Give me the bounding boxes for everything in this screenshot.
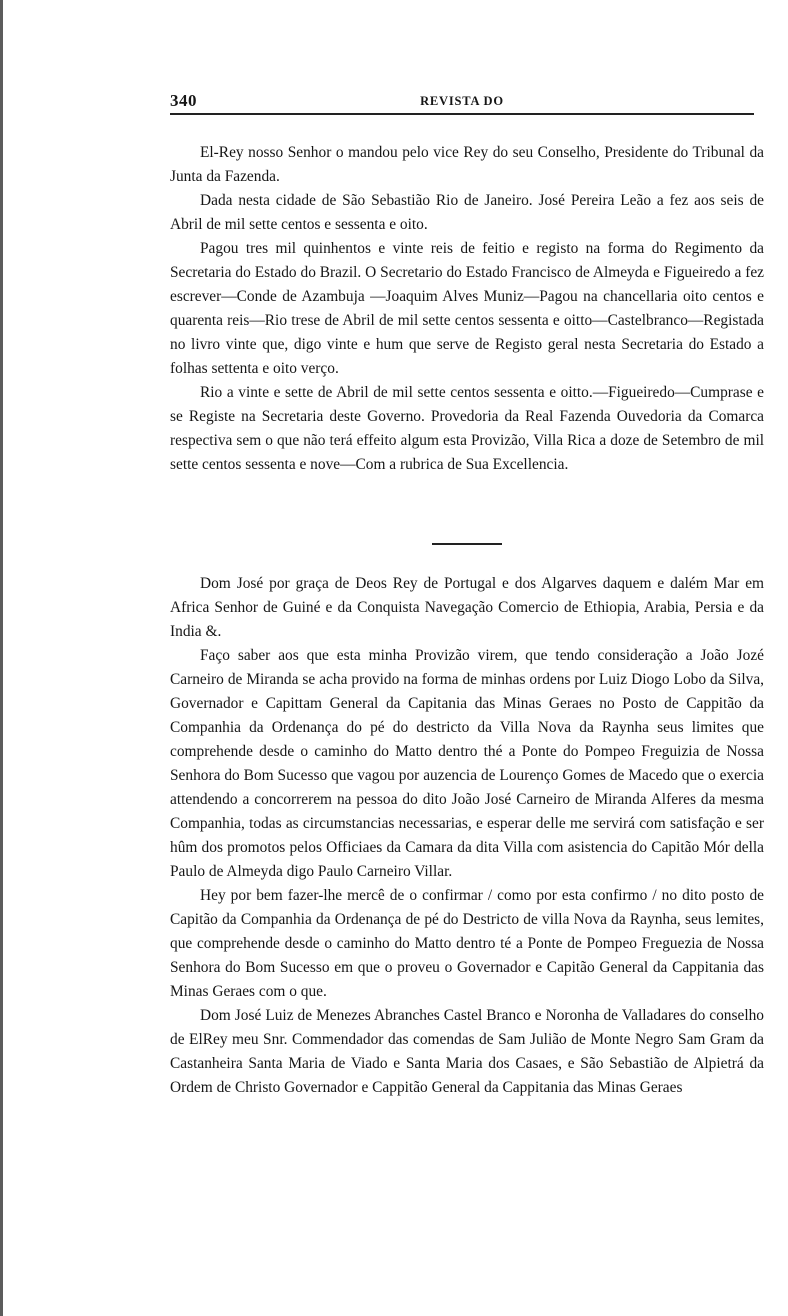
paragraph: Rio a vinte e sette de Abril de mil sette centos sessenta e oitto.—Figueiredo—Cumprase e se Registe na Secretaria deste Governo. Provedoria da Real Fazenda Ouvedoria da Comarca respectiva sem o que não terá effeito algum esta Provizão, Villa Rica a doze de Setembro de mil sette centos sessenta e nove—Com a rubrica de Sua Excellencia.: [170, 384, 764, 473]
paragraph: Pagou tres mil quinhentos e vinte reis de feitio e registo na forma do Regimento da Secretaria do Estado do Brazil. O Secretario do Estado Francisco de Almeyda e Figueiredo a fez escrever—Conde de Azambuja —Joaquim Alves Muniz—Pagou na chancellaria oito centos e quarenta reis—Rio trese de Abril de mil sette centos sessenta e oitto—Castelbranco—Registada no livro vinte que, digo vinte e hum que serve de Registo geral nesta Secretaria do Estado a folhas settenta e oito verço.: [170, 240, 764, 377]
paragraph: Dom José Luiz de Menezes Abranches Castel Branco e Noronha de Valladares do conselho de ElRey meu Snr. Commendador das comendas de Sam Julião de Monte Negro Sam Gram da Castanheira Santa Maria de Viado e Santa Maria dos Casaes, e São Sebastião de Alpietrá da Ordem de Christo Governador e Cappitão General da Cappitania das Minas Geraes: [170, 1007, 764, 1096]
paragraph: Dada nesta cidade de São Sebastião Rio de Janeiro. José Pereira Leão a fez aos seis de Abril de mil sette centos e sessenta e oito.: [170, 192, 764, 233]
paragraph: Hey por bem fazer-lhe mercê de o confirmar / como por esta confirmo / no dito posto de Capitão da Companhia da Ordenança de pé do Destricto de villa Nova da Raynha, seus lemites, que comprehende desde o caminho do Matto dentro té a Ponte de Pompeo Freguezia de Nossa Senhora do Bom Sucesso em que o proveu o Governador e Capitão General da Cappitania das Minas Geraes com o que.: [170, 887, 764, 1000]
paragraph: El-Rey nosso Senhor o mandou pelo vice Rey do seu Conselho, Presidente do Tribunal da Junta da Fazenda.: [170, 144, 764, 185]
paragraph: Dom José por graça de Deos Rey de Portugal e dos Algarves daquem e dalém Mar em Africa Senhor de Guiné e da Conquista Navegação Comercio de Ethiopia, Arabia, Persia e da India &.: [170, 575, 764, 640]
document-page: [170, 0, 770, 1316]
page-edge: [0, 0, 3, 1316]
running-head: REVISTA DO: [420, 94, 504, 108]
paragraph: Faço saber aos que esta minha Provizão virem, que tendo consideração a João Jozé Carneiro de Miranda se acha provido na forma de minhas ordens por Luiz Diogo Lobo da Silva, Governador e Capittam General da Capitania das Minas Geraes no Posto de Cappitão da Companhia da Ordenança do pé do destricto da Villa Nova da Raynha seus limites que comprehende desde o caminho do Matto dentro thé a Ponte do Pompeo Freguizia de Nossa Senhora do Bom Sucesso que vagou por auzencia de Lourenço Gomes de Macedo que o exercia attendendo a concorrerem na pessoa do dito João José Carneiro de Miranda Alferes da mesma Companhia, todas as circumstancias necessarias, e esperar delle me servirá com satisfação e ser hûm dos promotos pelos Officiaes da Camara da dita Villa com asistencia do Capitão Mór della Paulo de Almeyda digo Paulo Carneiro Villar.: [170, 647, 764, 880]
section-2: [170, 572, 764, 1100]
page-number: 340: [170, 91, 197, 110]
page-header: [170, 91, 770, 115]
section-1: [170, 141, 764, 477]
header-rule: [170, 113, 754, 115]
section-divider: [432, 543, 502, 545]
